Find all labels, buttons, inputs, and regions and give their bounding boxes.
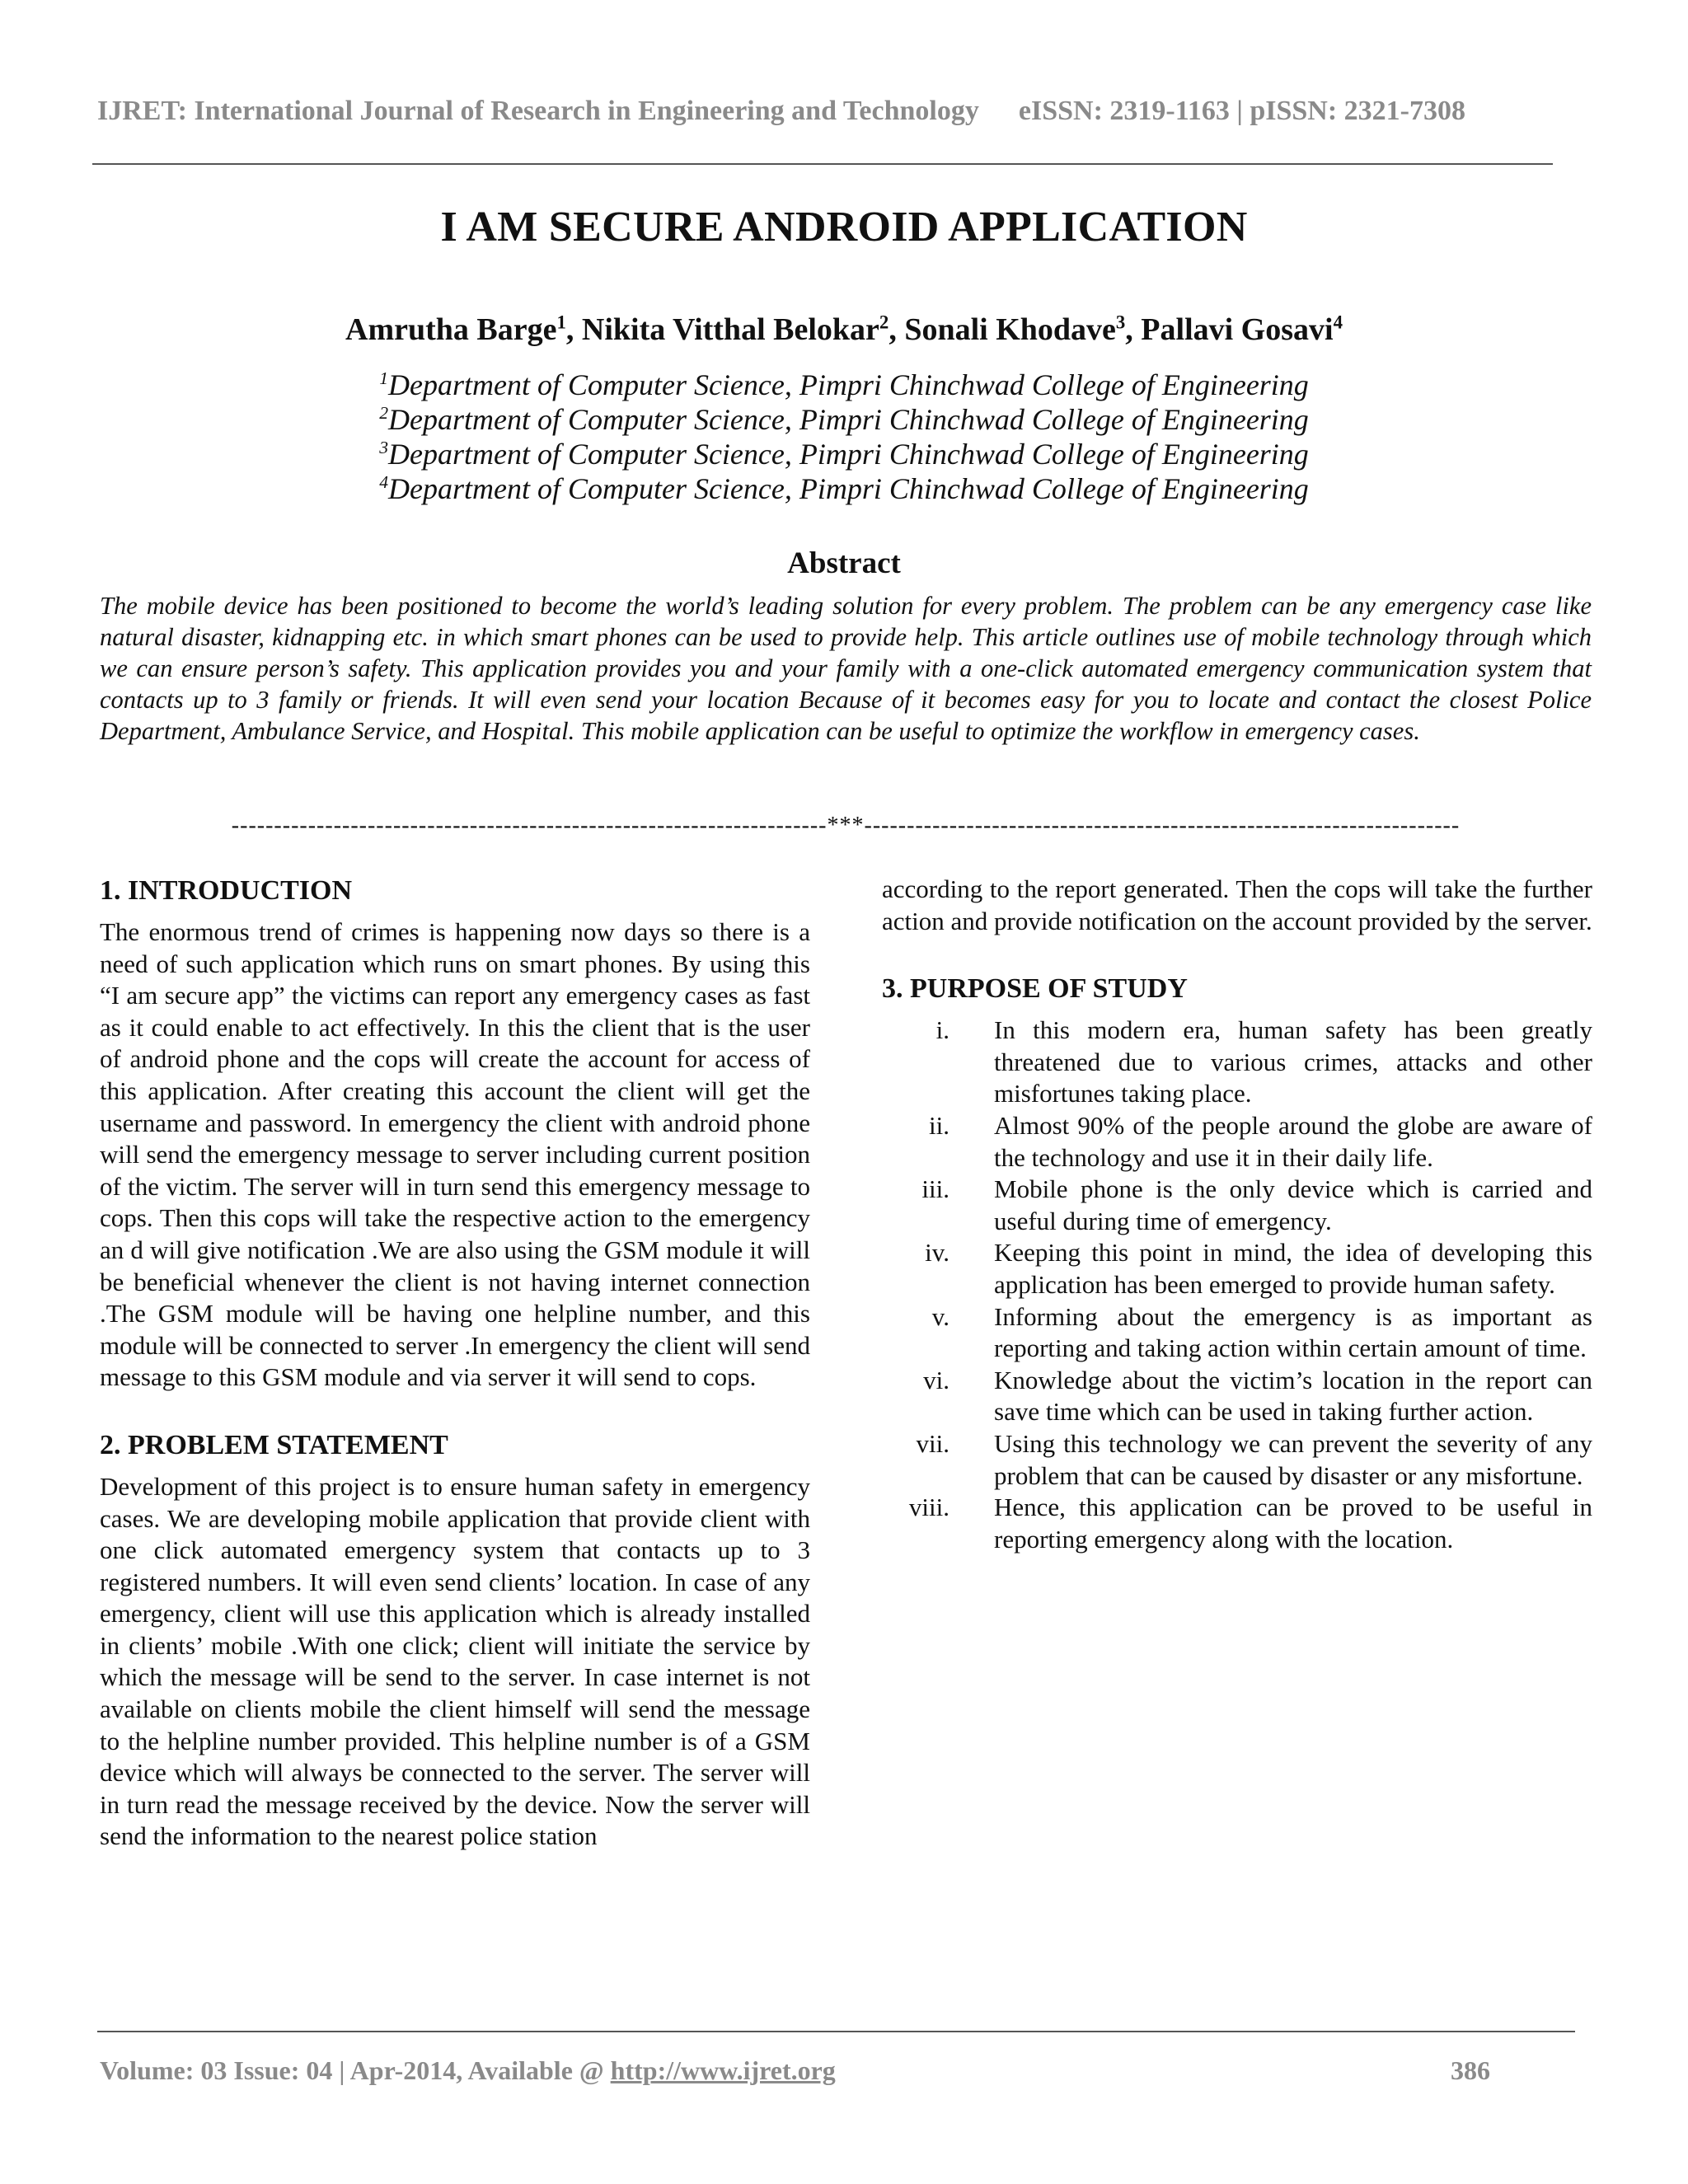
- journal-name: IJRET: International Journal of Research in Engineering and Technology: [97, 96, 979, 126]
- footer-rule: [97, 2031, 1575, 2032]
- section-separator: ----------------------------------------------------------------------***----------------------------------------------------------------------: [231, 813, 1461, 838]
- affiliation: $^1$Department of Computer Science, Pimpri Chinchwad College of Engineering: [379, 368, 1309, 401]
- problem-statement-continued: according to the report generated. Then the cops will take the further action and provide notification on the account provided by the server.: [882, 874, 1592, 935]
- list-item: viii. Hence, this application can be proved to be useful in reporting emergency along with the location.: [908, 1493, 1592, 1554]
- list-item: i. In this modern era, human safety has been greatly threatened due to various crimes, attacks and other misfortunes taking place.: [935, 1015, 1592, 1108]
- introduction-text: The enormous trend of crimes is happening now days so there is a need of such application which runs on smart phones. By using this “I am secure app” the victims can report any emergency cases as fast as it could enable to act effectively. In this the client that is the user of android phone and the cops will create the account for access of this application. After creating this account the client will get the username and password. In emergency the client with android phone will send the emergency message to server including current position of the victim. The server will in turn send this emergency message to cops. Then this cops will take the respective action to the emergency an d will give notification .We are also using the GSM module it will be beneficial whenever the client is not having internet connection .The GSM module will be having one helpline number, and this module will be connected to server .In emergency the client will send message to this GSM module and via server it will send to cops.: [100, 917, 810, 1392]
- list-item: iii. Mobile phone is the only device which is carried and useful during time of emergency.: [921, 1174, 1592, 1235]
- author-list: Amrutha Barge$^1$, Nikita Vitthal Belokar$^2$, Sonali Khodave$^3$, Pallavi Gosavi$^4$: [345, 312, 1343, 347]
- list-item: vii. Using this technology we can prevent the severity of any problem that can be caused by disaster or any misfortune.: [916, 1428, 1592, 1490]
- section-heading-problem-statement: 2. PROBLEM STATEMENT: [100, 1429, 448, 1460]
- list-item: iv. Keeping this point in mind, the idea of developing this application has been emerged to provide human safety.: [925, 1238, 1592, 1299]
- affiliation: $^2$Department of Computer Science, Pimpri Chinchwad College of Engineering: [379, 403, 1309, 436]
- author-sup: 3: [1115, 312, 1126, 333]
- list-item: v. Informing about the emergency is as important as reporting and taking action within certain amount of time.: [931, 1301, 1592, 1363]
- list-item: ii. Almost 90% of the people around the globe are aware of the technology and use it in their daily life.: [929, 1110, 1592, 1172]
- journal-header: [97, 96, 1564, 127]
- author-name: Sonali Khodave: [904, 312, 1116, 347]
- affiliation-list: [0, 368, 1688, 506]
- journal-issn: eISSN: 2319-1163 | pISSN: 2321-7308: [1018, 96, 1465, 126]
- journal-link[interactable]: http://www.ijret.org: [610, 2055, 836, 2085]
- affiliation: $^3$Department of Computer Science, Pimpri Chinchwad College of Engineering: [379, 438, 1309, 471]
- abstract-heading: Abstract: [787, 546, 901, 580]
- section-heading-purpose: 3. PURPOSE OF STUDY: [882, 973, 1188, 1005]
- footer-volume: Volume: 03 Issue: 04 | Apr-2014, Available @: [100, 2055, 611, 2085]
- author-sup: 2: [879, 312, 889, 333]
- author-name: Pallavi Gosavi: [1141, 312, 1334, 347]
- list-item: vi. Knowledge about the victim’s location in the report can save time which can be used in taking further action.: [923, 1365, 1592, 1427]
- author-sup: 1: [556, 312, 566, 333]
- page-number: 386: [1451, 2055, 1490, 2085]
- paper-title: I AM SECURE ANDROID APPLICATION: [440, 204, 1248, 251]
- left-column: [100, 874, 810, 1853]
- footer: [100, 2055, 1501, 2086]
- affiliation: $^4$Department of Computer Science, Pimpri Chinchwad College of Engineering: [379, 472, 1309, 505]
- author-sup: 4: [1333, 312, 1343, 333]
- purpose-list: [882, 1015, 1592, 1555]
- header-rule: [92, 163, 1553, 165]
- section-heading-introduction: 1. INTRODUCTION: [100, 875, 353, 906]
- abstract-text: The mobile device has been positioned to become the world’s leading solution for every problem. The problem can be any emergency case like natural disaster, kidnapping etc. in which smart phones can be used to provide help. This article outlines use of mobile technology through which we can ensure person’s safety. This application provides you and your family with a one-click automated emergency communication system that contacts up to 3 family or friends. It will even send your location Because of it becomes easy for you to locate and contact the closest Police Department, Ambulance Service, and Hospital. This mobile application can be useful to optimize the workflow in emergency cases.: [100, 592, 1592, 745]
- right-column: [882, 874, 1592, 1555]
- author-name: Amrutha Barge: [345, 312, 557, 347]
- author-name: Nikita Vitthal Belokar: [581, 312, 879, 347]
- problem-statement-text: Development of this project is to ensure human safety in emergency cases. We are developing mobile application that provide client with one click automated emergency system that contacts up to 3 registered numbers. It will even send clients’ location. In case of any emergency, client will use this application which is already installed in clients’ mobile .With one click; client will initiate the service by which the message will be send to the server. In case internet is not available on clients mobile the client himself will send the message to the helpline number provided. This helpline number is of a GSM device which will always be connected to the server. The server will in turn read the message received by the device. Now the server will send the information to the nearest police station: [100, 1471, 810, 1851]
